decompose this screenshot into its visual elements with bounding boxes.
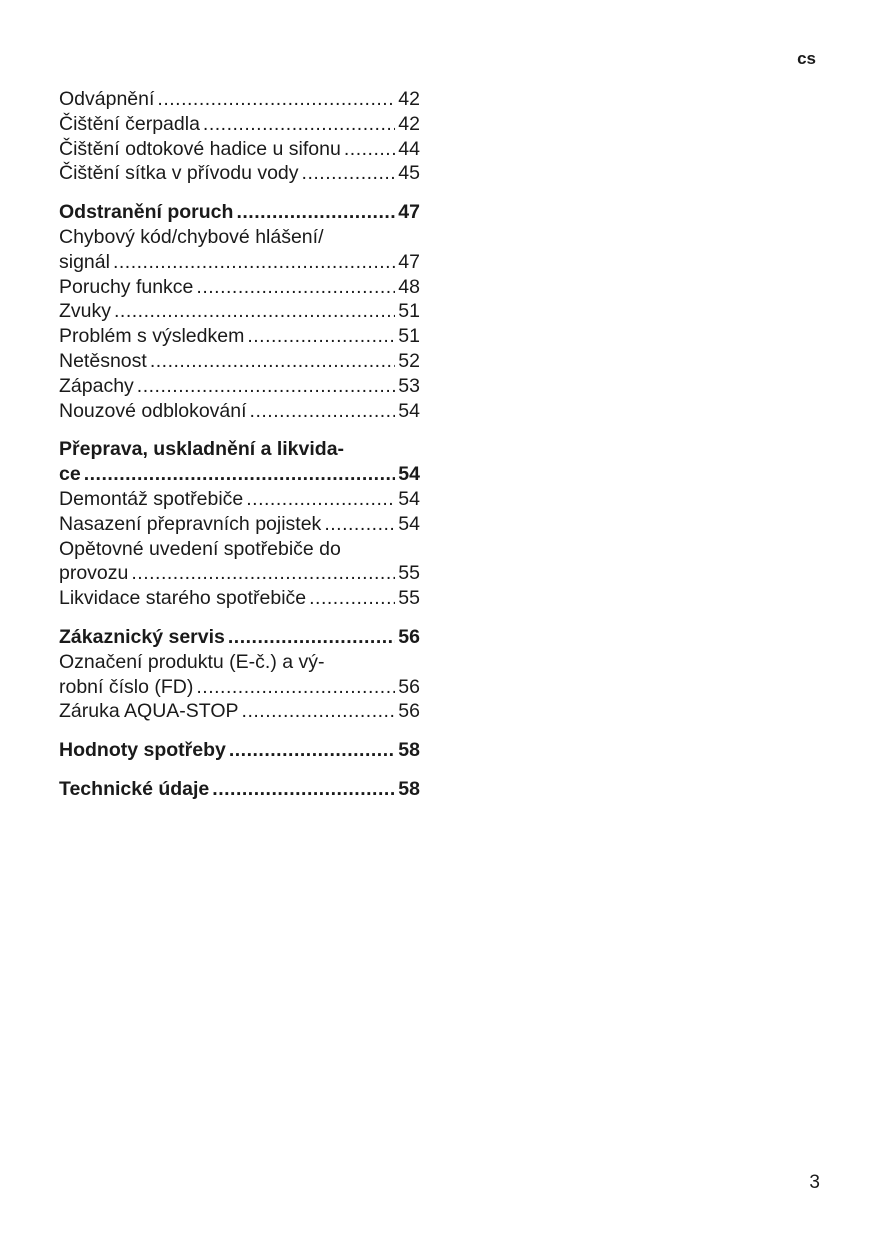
toc-dot-leader bbox=[242, 699, 396, 724]
toc-dot-leader bbox=[228, 625, 395, 650]
toc-section-label: Hodnoty spotřeby bbox=[59, 739, 226, 762]
toc-entry-label: Čištění sítka v přívodu vody bbox=[59, 162, 299, 185]
toc-entry-demontaz[interactable] bbox=[59, 487, 420, 512]
toc-section-page: 47 bbox=[398, 201, 420, 224]
toc-entry-zvuky[interactable] bbox=[59, 299, 420, 324]
page-number: 3 bbox=[809, 1172, 820, 1193]
toc-entry-label: Likvidace starého spotřebiče bbox=[59, 587, 307, 610]
toc-section-label: ce bbox=[59, 463, 81, 486]
toc-dot-leader bbox=[131, 561, 395, 586]
toc-entry-page: 54 bbox=[398, 399, 420, 422]
toc-entry-cisteni-sitka[interactable] bbox=[59, 161, 420, 186]
toc-dot-leader bbox=[137, 374, 396, 399]
language-code: cs bbox=[797, 49, 816, 68]
toc-dot-leader bbox=[324, 512, 395, 537]
toc-entry-label: Nasazení přepravních pojistek bbox=[59, 512, 322, 535]
toc-dot-leader bbox=[157, 87, 395, 112]
toc-section-page: 58 bbox=[398, 777, 420, 800]
toc-entry-page: 54 bbox=[398, 512, 420, 535]
toc-entry-label: Zvuky bbox=[59, 300, 112, 323]
toc-entry-label-line1: Opětovné uvedení spotřebiče do bbox=[59, 537, 341, 560]
toc-entry-label: Problém s výsledkem bbox=[59, 325, 245, 348]
toc-dot-leader bbox=[236, 200, 395, 225]
toc-entry-label: Nouzové odblokování bbox=[59, 399, 247, 422]
toc-dot-leader bbox=[250, 399, 396, 424]
toc-entry-label: Odvápnění bbox=[59, 88, 155, 110]
table-of-contents bbox=[59, 87, 420, 802]
toc-entry-label: Netěsnost bbox=[59, 349, 147, 372]
toc-entry-label: Záruka AQUA-STOP bbox=[59, 700, 239, 723]
toc-entry-zapachy[interactable] bbox=[59, 374, 420, 399]
toc-entry-nasazeni-pojistek[interactable] bbox=[59, 512, 420, 537]
toc-dot-leader bbox=[309, 586, 395, 611]
toc-entry-label-line1: Chybový kód/chybové hlášení/ bbox=[59, 225, 324, 248]
toc-dot-leader bbox=[203, 112, 395, 137]
toc-entry-netesnost[interactable] bbox=[59, 349, 420, 374]
toc-dot-leader bbox=[344, 137, 395, 162]
toc-section-page: 58 bbox=[398, 739, 420, 762]
toc-entry-page: 45 bbox=[398, 162, 420, 185]
toc-entry-page: 42 bbox=[398, 88, 420, 110]
toc-entry-chybovy-kod[interactable] bbox=[59, 225, 420, 275]
toc-entry-page: 42 bbox=[398, 112, 420, 135]
toc-entry-nouzove-odblokovani[interactable] bbox=[59, 399, 420, 424]
toc-entry-problem-s-vysledkem[interactable] bbox=[59, 324, 420, 349]
toc-entry-label-line1: Označení produktu (E-č.) a vý- bbox=[59, 650, 325, 673]
toc-section-label: Odstranění poruch bbox=[59, 201, 234, 224]
toc-dot-leader bbox=[150, 349, 395, 374]
toc-entry-poruchy-funkce[interactable] bbox=[59, 275, 420, 300]
toc-entry-label: Zápachy bbox=[59, 374, 134, 397]
toc-entry-label: Čištění odtokové hadice u sifonu bbox=[59, 137, 341, 160]
toc-dot-leader bbox=[113, 250, 395, 275]
toc-entry-cisteni-cerpadla[interactable] bbox=[59, 112, 420, 137]
toc-entry-page: 47 bbox=[398, 250, 420, 273]
toc-section-technicke-udaje[interactable] bbox=[59, 777, 420, 802]
toc-entry-oznaceni-produktu[interactable] bbox=[59, 650, 420, 700]
toc-section-label: Zákaznický servis bbox=[59, 625, 225, 648]
toc-entry-cisteni-odtokove-hadice[interactable] bbox=[59, 137, 420, 162]
toc-section-label: Technické údaje bbox=[59, 777, 210, 800]
toc-entry-page: 48 bbox=[398, 275, 420, 298]
toc-section-preprava[interactable] bbox=[59, 437, 420, 487]
toc-entry-label: robní číslo (FD) bbox=[59, 675, 194, 698]
toc-entry-likvidace[interactable] bbox=[59, 586, 420, 611]
toc-entry-label: Demontáž spotřebiče bbox=[59, 487, 244, 510]
toc-entry-odvapneni[interactable] bbox=[59, 87, 420, 112]
toc-section-zakaznicky-servis[interactable] bbox=[59, 625, 420, 650]
toc-entry-label: provozu bbox=[59, 562, 129, 585]
toc-dot-leader bbox=[302, 161, 396, 186]
toc-entry-page: 53 bbox=[398, 374, 420, 397]
toc-dot-leader bbox=[229, 738, 395, 763]
toc-dot-leader bbox=[84, 462, 396, 487]
toc-entry-opetovne-uvedeni[interactable] bbox=[59, 537, 420, 587]
toc-entry-page: 56 bbox=[398, 700, 420, 723]
toc-entry-page: 44 bbox=[398, 137, 420, 160]
toc-entry-zaruka-aqua-stop[interactable] bbox=[59, 699, 420, 724]
toc-entry-page: 51 bbox=[398, 325, 420, 348]
toc-section-page: 56 bbox=[398, 625, 420, 648]
toc-entry-page: 51 bbox=[398, 300, 420, 323]
toc-entry-label: Čištění čerpadla bbox=[59, 112, 200, 135]
toc-section-hodnoty-spotreby[interactable] bbox=[59, 738, 420, 763]
toc-entry-page: 54 bbox=[398, 487, 420, 510]
toc-section-odstraneni-poruch[interactable] bbox=[59, 200, 420, 225]
toc-section-page: 54 bbox=[398, 463, 420, 486]
toc-dot-leader bbox=[196, 275, 395, 300]
toc-entry-page: 52 bbox=[398, 349, 420, 372]
toc-dot-leader bbox=[247, 324, 395, 349]
toc-entry-page: 55 bbox=[398, 587, 420, 610]
toc-dot-leader bbox=[246, 487, 395, 512]
toc-entry-label: signál bbox=[59, 250, 110, 273]
toc-entry-label: Poruchy funkce bbox=[59, 275, 194, 298]
toc-section-label-line1: Přeprava, uskladnění a likvida- bbox=[59, 438, 345, 461]
toc-entry-page: 56 bbox=[398, 675, 420, 698]
toc-dot-leader bbox=[196, 675, 395, 700]
toc-dot-leader bbox=[114, 299, 395, 324]
toc-dot-leader bbox=[212, 777, 395, 802]
toc-entry-page: 55 bbox=[398, 562, 420, 585]
